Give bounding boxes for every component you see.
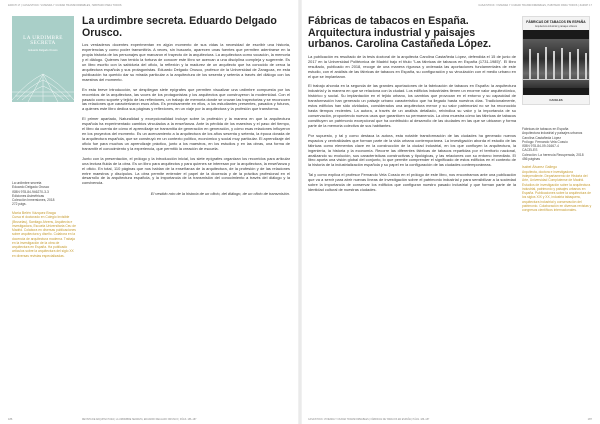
reviewer-name: Isabel Álvarez Gallego — [522, 165, 558, 170]
book-cover-fabricas — [522, 16, 590, 105]
meta-line: 456 páginas — [522, 157, 540, 162]
meta-line: Ediciones Asimétricas — [12, 193, 45, 198]
meta-line: Prólogo: Fernando Vela Cossío — [522, 139, 568, 144]
page-number-right: 187 — [587, 418, 592, 421]
meta-line: ISBN 978-84-09-01667-4 — [522, 144, 559, 149]
cover-artwork — [12, 62, 74, 102]
meta-line: Fábricas de tabacos en España — [522, 127, 569, 131]
meta-line: 272 págs. — [12, 202, 27, 207]
paragraph: Los verdaderos docentes experimentan en algún momento de sus vidas la necesidad de escribir una historia, experiencias y como poder transmitirla. A veces, sin buscarlo, aparecen unas fuentes que permiten adentrarse en la propia historia de los personajes que marcaron el trayecto de la arquitectura. La arquitectura como vocación, la memoria y el diálogo. Quienes han tenido la fortuna de conocer este libro se acercan a una disciplina compleja y sugerente. Es un libro escrito con la sabiduría del oficio, la reflexión y la madurez de un arquitecto que ha conocido de cerca la arquitectura española y sus protagonistas. Eduardo Delgado Orusco, profesor de la Universidad de Zaragoza, en esta publicación ha querido dar su mirada particular a la arquitectura de los sesenta y setenta a través del diálogo con los maestros del momento. — [82, 42, 290, 82]
footer-right: CASA/STOCK: VIVIENDA Y CIUDAD TRANSFORMABLES | FÁBRICAS DE TABACOS EN ESPAÑA | PÁGS. 186–187 — [308, 419, 430, 421]
cover-title: LA URDIMBRE SECRETA — [23, 35, 63, 47]
paragraph: Por supuesto, y tal y como destaca la autora, esta notable transformación de las ciudades ha generado nuevos espacios y centralidades que forman parte de la vida urbana contemporánea. La investigación aborda el estudio de las fábricas como elementos clave en la construcción de la ciudad industrial, en los que confluyen la arquitectura, la ingeniería, la historia y la economía. Recorre las diferentes fábricas de tabacos repartidas por el territorio nacional, analizando su evolución, sus características constructivas y tipológicas, y las relaciones con su entorno inmediato. El libro aporta una visión global del conjunto, lo que permite comprender el significado de estos edificios en el contexto de la historia de la industrialización española y su papel en la configuración de las ciudades contemporáneas. — [308, 132, 516, 168]
meta-line: ISBN 978-84-946270-3-3 — [12, 189, 49, 194]
paragraph: El primer apartado, Naturalidad y excepcionalidad incluye sobre la profesión y la manera en que la arquitectura española ha experimentado cambios vinculados a la enseñanza. Ante la pérdida de los maestros y el paso del tiempo, el libro da cuenta de cómo el aprendizaje se transmitía de generación en generación, y cómo esas relaciones influyeron en los proyectos del momento. Es un acercamiento a la arquitectura de los años sesenta y setenta, la época dorada de la arquitectura española, que se construyó en un contexto político, económico y social muy particular. El aprendizaje del oficio fue para muchos un aprendizaje práctico, junto a los maestros, en los estudios y en las obras, una forma de transmitir el conocimiento y la experiencia, que permitió la creación de escuela. — [82, 116, 290, 151]
book-cover-urdimbre — [12, 16, 74, 102]
article-title: Fábricas de tabacos en España. Arquitectura industrial y paisajes urbanos. Carolina Castañeda López. — [308, 15, 492, 51]
cover-publisher: CACELES — [523, 95, 589, 104]
page-number-left: 186 — [8, 418, 13, 421]
reviewer-name: María Belén Vázquez Braga — [12, 210, 56, 215]
paragraph: Junto con la presentación, el prólogo y la introducción inicial, los siete epígrafes organizan los recorridos para articular una lectura fluida de la obra. Es un libro para arquitectos y para quienes se interesan por la arquitectura, la enseñanza y el oficio. En total, 110 páginas que nos hablan de la enseñanza de la arquitectura, de la profesión y de las relaciones entre maestros y discípulos. La obra permite entender el papel de la docencia y de la práctica profesional en el desarrollo de la arquitectura española, y la importancia de la transmisión del conocimiento a través del diálogo y la convivencia. — [82, 155, 290, 186]
meta-line: La urdimbre secreta — [12, 181, 42, 185]
cover-title: FÁBRICAS DE TABACOS EN ESPAÑA — [523, 17, 589, 26]
cover-subtitle: Arquitectura industrial y paisajes urbanos — [523, 26, 589, 30]
reviewer-bio: Cursa el doctorado en Colegio Invisible (Bruselas), Santiago Ahrens, Arquitecta e investigadora, Escuela Universitaria Ceu de Madrid. Colabora en diversas publicaciones sobre arquitectura y diseño. Colabora en la docencia de arquitectura moderna. Trabaja en la investigación de la obra de arquitectura en España. Ha publicado artículos sobre la arquitectura del siglo XX en diversas revistas especializadas. — [12, 215, 76, 258]
meta-line: Colección Inmersiones, 2018 — [12, 198, 55, 203]
running-head-right: CASA/STOCK: VIVIENDA Y CIUDAD TRANSFORMABLES, HABITADO PARA TODOS | ZARCH 17 — [478, 4, 592, 7]
meta-line: Arquitectura industrial y paisajes urbanos — [522, 131, 583, 136]
review-article-right — [308, 16, 516, 193]
book-meta-right — [522, 127, 592, 212]
paragraph: Tal y como explica el profesor Fernando Vela Cossío en el prólogo de este libro, nos encontramos ante una publicación que va a servir para abrir nuevas líneas de investigación sobre el patrimonio industrial y para sensibilizar a la sociedad sobre la importancia de conservar los edificios que configuran nuestro pasado industrial y que forman parte de la identidad cultural de nuestras ciudades. — [308, 172, 516, 193]
article-body — [308, 55, 516, 193]
paragraph: La publicación es resultado de la tesis doctoral de la arquitecta Carolina Castañeda López, defendida el 15 de junio de 2017 en la Universidad Politécnica de Madrid bajo el título "Las fábricas de tabacos en España (1731-1985)". El libro resultado, publicado en 2018, recoge de una manera rigurosa y ordenada las aportaciones fundamentales de este estudio, con el análisis de las fábricas de tabacos en España, su configuración y su vinculación con el medio urbano en el que se implantaron. — [308, 53, 516, 79]
meta-line: CACELES — [522, 148, 538, 153]
article-body — [82, 43, 290, 186]
cover-photo — [523, 39, 590, 88]
meta-line: Carolina Castañeda López — [522, 135, 562, 140]
paragraph: El trabajo ahonda en la segunda de las grandes aportaciones de la fabricación de tabacos en España: la arquitectura industrial y la manera en que se relaciona con la ciudad. Los edificios industriales tienen un enorme valor arquitectónico, histórico y social. Su implantación en el tejido urbano, los cambios que provocan en el entorno y su capacidad de transformación han generado un paisaje urbano característico que ha llegado hasta nuestros días. Tradicionalmente, estos edificios han sido olvidados, considerados una arquitectura menor y su valor patrimonial no se ha reconocido hasta tiempos recientes. La autora, a través de un análisis detallado, reivindica su valor y la importancia de su conservación, proponiendo nuevos usos que garanticen su permanencia. La obra muestra cómo las fábricas de tabacos constituyen un patrimonio excepcional que ha contribuido al desarrollo de las ciudades en las que se ubicaron y forma parte de la memoria colectiva de sus habitantes. — [308, 83, 516, 128]
reviewer-bio: Arquitecta, doctora e investigadora independiente. Departamento de Historia del Arte, Universidad Complutense de Madrid. Estudios de investigación sobre la arquitectura industrial, patrimonio y paisajes urbanos en España. Publicaciones sobre la arquitectura de los siglos XIX y XX, industria tabaquera, arquitectura industrial y conservación del patrimonio. Colaboración en diversas revistas y congresos científicos internacionales. — [522, 169, 592, 213]
paragraph: En esta breve introducción, se despliegan siete epígrafes que permiten visualizar una urdimbre compuesta por los recorridos de la arquitectura, las voces de los protagonistas y los arquitectos que construyeron la modernidad. Con el pasado como soporte y tejido de las reflexiones, un trabajo de memoria donde se cruzan las trayectorias y se reconocen las relaciones que caracterizaron esos años. Es precisamente en ellos, a los estudiantes presentes, pasados y futuros, a quienes este libro dedica sus páginas y reflexiones, en un viaje por la arquitectura y la profesión que transforma. — [82, 86, 290, 112]
article-closing: El vestido roto de la historia de un oficio, del diálogo, de un oficio de transmisión. — [150, 191, 290, 197]
meta-line: Colección: La herencia Recuperada, 2018 — [522, 152, 584, 157]
review-article-left — [82, 16, 290, 196]
book-meta-left — [12, 181, 76, 258]
footer-left: REVISTA DE ARQUITECTURA | LA URDIMBRE SECRETA, EDUARDO DELGADO ORUSCO | PÁGS. 186–187 — [82, 419, 197, 421]
article-title: La urdimbre secreta. Eduardo Delgado Orusco. — [82, 15, 277, 39]
page-gutter — [298, 0, 302, 424]
cover-author: Eduardo Delgado Orusco — [28, 49, 58, 52]
running-head-left: ZARCH 17 | CASA/STOCK: VIVIENDA Y CIUDAD TRANSFORMABLES, HABITADO PARA TODOS — [8, 4, 122, 7]
meta-line: Eduardo Delgado Orusco — [12, 185, 50, 190]
